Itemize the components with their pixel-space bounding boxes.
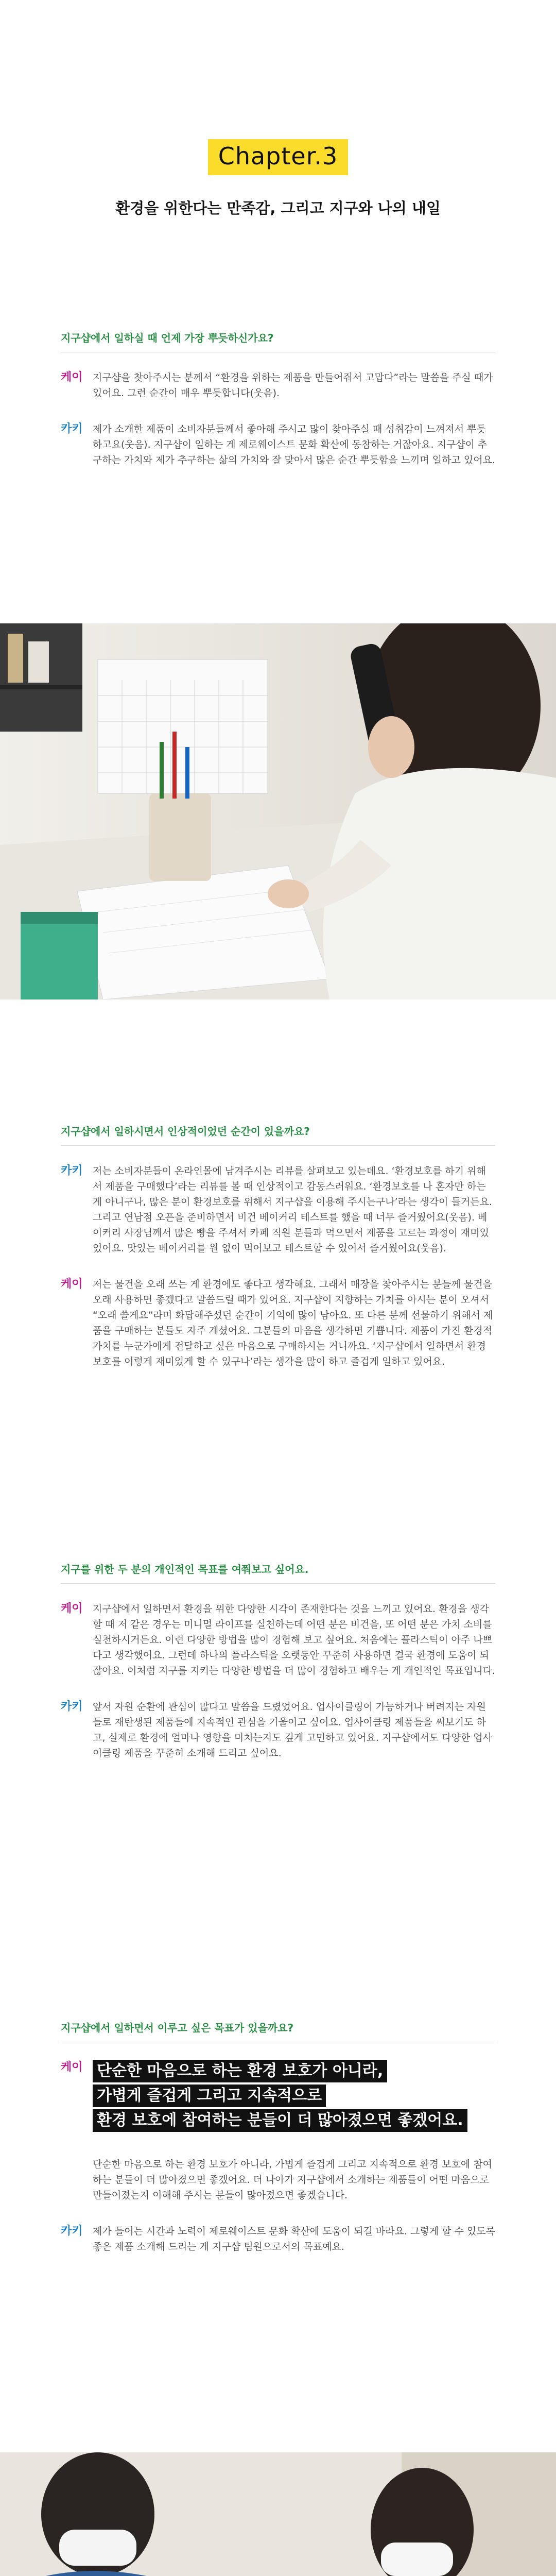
qa-section-2: [61, 1123, 495, 1369]
answer-text: 지구샵을 찾아주시는 분께서 “환경을 위하는 제품을 만들어줘서 고맙다”라는 말씀을 주실 때가 있어요. 그런 순간이 매우 뿌듯합니다(웃음).: [93, 372, 493, 399]
highlight-line-1: 단순한 마음으로 하는 환경 보호가 아니라,: [93, 2060, 387, 2082]
answer-text: 단순한 마음으로 하는 환경 보호가 아니라, 가볍게 즐겁게 그리고 지속적으로 환경 보호에 참여하는 분들이 더 많아졌으면 좋겠어요. 더 나아가 지구샵에서 소개하는 제품들이 어떤 마음으로 만들어졌는지 이해해 주시는 분들이 많아졌으면 좋겠습니다.: [93, 2159, 492, 2201]
qa-section-1: [61, 330, 495, 468]
question-4: 지구샵에서 일하면서 이루고 싶은 목표가 있을까요?: [61, 2020, 495, 2042]
qa-section-4: [61, 2020, 495, 2255]
answer-text: 앞서 자원 순환에 관심이 많다고 말씀을 드렸었어요. 업사이클링이 가능하거나 버려지는 자원들로 재탄생된 제품들에 지속적인 관심을 기울이고 싶어요. 업사이클링 제품들을 써보기도 하고, 실제로 환경에 얼마나 영향을 미치는지도 깊게 고민하고 있어요. 지구샵에서도 다양한 업사이클링 제품을 꾸준히 소개해 드리고 싶어요.: [93, 1701, 492, 1759]
speaker-label: 카키: [61, 1164, 83, 1177]
highlight-line-2: 가볍게 즐겁게 그리고 지속적으로: [93, 2084, 326, 2107]
answer-text: 제가 들어는 시간과 노력이 제로웨이스트 문화 확산에 도움이 되길 바라요. 그렇게 할 수 있도록 좋은 제품 소개해 드리는 게 지구샵 팀원으로서의 목표예요.: [93, 2226, 496, 2252]
speaker-label: 케이: [61, 1278, 83, 1291]
photo-illustration: [0, 623, 556, 999]
photo-staff-at-laptop: [0, 2452, 556, 2576]
answer-1-2: [61, 421, 495, 468]
speaker-label: 카키: [61, 422, 83, 435]
speaker-label: 카키: [61, 1700, 83, 1713]
chapter-header: [0, 139, 556, 218]
speaker-label: 카키: [61, 2225, 83, 2238]
answer-4-highlight: [61, 2060, 495, 2203]
answer-text: 저는 소비자분들이 온라인몰에 남겨주시는 리뷰를 살펴보고 있는데요. ‘환경보호를 하기 위해서 제품을 구매했다’라는 리뷰를 볼 때 인상적이고 감동스러워요. ‘환경보호를 나 혼자만 하는 게 아니구나, 많은 분이 환경보호를 위해서 지구샵을 이용해 주시는구나’라는 생각이 들거든요. 그리고 연남점 오픈을 준비하면서 비건 베이커리 테스트를 했을 때 너무 즐거웠어요(웃음). 베이커리 사장님께서 많은 빵을 주셔서 카페 직원 분들과 먹으면서 제품을 고르는 과정이 재미있었어요. 맛있는 베이커리를 원 없이 먹어보고 테스트할 수 있어서 즐거웠어요(웃음).: [93, 1165, 492, 1254]
speaker-label: 케이: [61, 371, 83, 384]
question-2: 지구샵에서 일하시면서 인상적이었던 순간이 있을까요?: [61, 1123, 495, 1146]
answer-3-2: [61, 1699, 495, 1761]
chapter-label: Chapter.3: [208, 139, 349, 175]
photo-office-phone-call: [0, 623, 556, 999]
photo-illustration: [0, 2452, 556, 2576]
question-1: 지구샵에서 일하실 때 언제 가장 뿌듯하신가요?: [61, 330, 495, 352]
qa-section-3: [61, 1561, 495, 1761]
highlight-line-3: 환경 보호에 참여하는 분들이 더 많아졌으면 좋겠어요.: [93, 2109, 467, 2132]
chapter-subtitle: 환경을 위한다는 만족감, 그리고 지구와 나의 내일: [115, 199, 441, 217]
answer-1-1: [61, 370, 495, 401]
question-3: 지구를 위한 두 분의 개인적인 목표를 여쭤보고 싶어요.: [61, 1561, 495, 1584]
answer-3-1: [61, 1601, 495, 1679]
answer-text: 지구샵에서 일하면서 환경을 위한 다양한 시각이 존재한다는 것을 느끼고 있어요. 환경을 생각할 때 저 같은 경우는 미니멀 라이프를 실천하는데 어떤 분은 비건을, 또 어떤 분은 가치 소비를 실천하시거든요. 이런 다양한 방법을 많이 경험해 보고 싶어요. 처음에는 플라스틱이 아주 나쁘다고 생각했어요. 그런데 하나의 플라스틱을 오랫동안 꾸준히 사용하면 결국 환경에 도움이 되잖아요. 이처럼 지구를 지키는 다양한 방법을 더 많이 경험하고 배우는 게 개인적인 목표입니다.: [93, 1603, 496, 1676]
speaker-label: 케이: [61, 2061, 83, 2074]
answer-2-1: [61, 1163, 495, 1256]
answer-text: 저는 물건을 오래 쓰는 게 환경에도 좋다고 생각해요. 그래서 매장을 찾아주시는 분들께 물건을 오래 사용하면 좋겠다고 말씀드릴 때가 있어요. 지구샵이 지향하는 가치를 아시는 분이 오셔서 “오래 쓸게요”라며 화답해주셨던 순간이 기억에 많이 남아요. 또 다른 분께 선물하기 위해서 제품을 구매하는 분들도 자주 계셨어요. 그분들의 마음을 생각하면 기쁩니다. 제품이 가진 환경적 가치를 누군가에게 전달하고 싶은 마음으로 구매하시는 거니까요. ‘지구샵에서 일하면서 환경보호를 이렇게 재미있게 할 수 있구나’라는 생각을 많이 하고 즐겁게 일하고 있어요.: [93, 1279, 493, 1367]
highlight-quote: [93, 2060, 495, 2203]
answer-4-2: [61, 2224, 495, 2255]
answer-text: 제가 소개한 제품이 소비자분들께서 좋아해 주시고 많이 찾아주실 때 성취감이 느껴져서 뿌듯하고요(웃음). 지구샵이 일하는 게 제로웨이스트 문화 확산에 동참하는 거잖아요. 지구샵이 추구하는 가치와 제가 추구하는 삶의 가치와 잘 맞아서 많은 순간 뿌듯함을 느끼며 일하고 있어요.: [93, 423, 496, 466]
speaker-label: 케이: [61, 1602, 83, 1615]
answer-2-2: [61, 1277, 495, 1369]
